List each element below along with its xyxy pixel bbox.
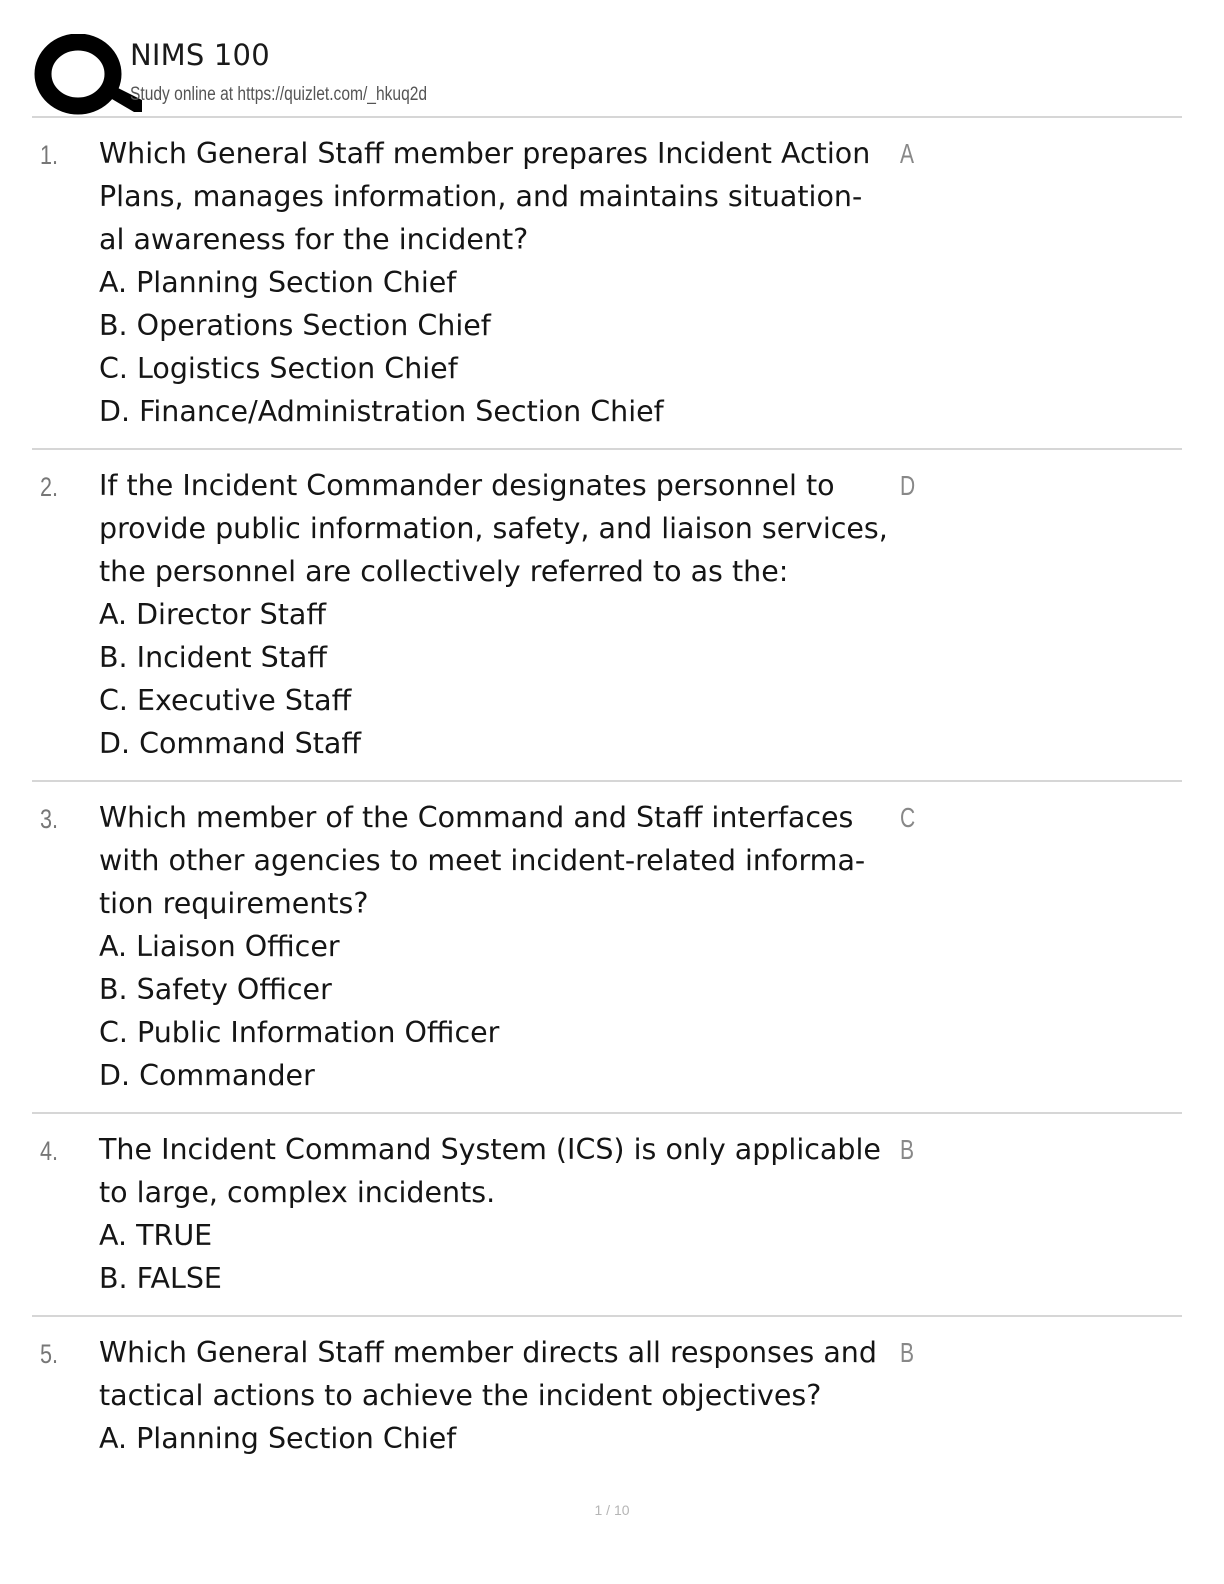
question-number: 5. (40, 1339, 59, 1369)
answer-option: B. FALSE (99, 1262, 222, 1295)
question-text-line: Which General Staff member prepares Incident Action (99, 137, 871, 170)
answer-option: A. Planning Section Chief (99, 266, 457, 299)
question-text-line: tactical actions to achieve the incident objectives? (99, 1379, 822, 1412)
question-text-line: with other agencies to meet incident-related informa- (99, 844, 866, 877)
question-number: 3. (40, 804, 59, 834)
answer-option: C. Public Information Officer (99, 1016, 500, 1049)
divider (32, 1112, 1182, 1114)
divider (32, 1315, 1182, 1317)
question-card (32, 120, 1182, 448)
question-text-line: al awareness for the incident? (99, 223, 529, 256)
answer-option: C. Executive Staff (99, 684, 352, 717)
question-card (32, 784, 1182, 1112)
answer-option: D. Commander (99, 1059, 315, 1092)
answer-key: A (900, 138, 915, 169)
question-body (99, 1128, 904, 1300)
answer-option: B. Incident Staff (99, 641, 328, 674)
question-text-line: provide public information, safety, and liaison services, (99, 512, 888, 545)
question-text-line: The Incident Command System (ICS) is only applicable (99, 1133, 881, 1166)
document-header (32, 30, 1182, 116)
divider (32, 780, 1182, 782)
answer-option: A. Planning Section Chief (99, 1422, 457, 1455)
question-text-line: Which member of the Command and Staff interfaces (99, 801, 854, 834)
answer-option: A. TRUE (99, 1219, 213, 1252)
question-text-line: to large, complex incidents. (99, 1176, 496, 1209)
question-text-line: the personnel are collectively referred to as the: (99, 555, 789, 588)
question-body (99, 1331, 904, 1460)
answer-option: D. Command Staff (99, 727, 361, 760)
question-number: 4. (40, 1136, 59, 1166)
answer-key: B (900, 1337, 915, 1368)
page-number: 1 / 10 (594, 1502, 630, 1518)
question-text-line: tion requirements? (99, 887, 369, 920)
question-number: 2. (40, 472, 59, 502)
answer-key: B (900, 1134, 915, 1165)
question-body (99, 464, 904, 765)
document-title: NIMS 100 (130, 38, 270, 72)
answer-key: C (900, 802, 916, 833)
question-body (99, 796, 904, 1097)
question-text-line: Plans, manages information, and maintains situation- (99, 180, 863, 213)
study-online-link[interactable]: Study online at https://quizlet.com/_hkuq2d (130, 84, 428, 105)
answer-option: D. Finance/Administration Section Chief (99, 395, 664, 428)
answer-option: A. Director Staff (99, 598, 327, 631)
question-number: 1. (40, 140, 59, 170)
divider (32, 116, 1182, 118)
question-card (32, 1116, 1182, 1315)
answer-option: B. Operations Section Chief (99, 309, 491, 342)
divider (32, 448, 1182, 450)
question-card (32, 452, 1182, 780)
question-card (32, 1319, 1182, 1469)
answer-option: A. Liaison Officer (99, 930, 340, 963)
answer-option: B. Safety Officer (99, 973, 332, 1006)
question-body (99, 132, 904, 433)
answer-option: C. Logistics Section Chief (99, 352, 458, 385)
question-text-line: Which General Staff member directs all responses and (99, 1336, 877, 1369)
answer-key: D (900, 470, 916, 501)
question-text-line: If the Incident Commander designates personnel to (99, 469, 835, 502)
quizlet-logo-icon (34, 34, 144, 116)
